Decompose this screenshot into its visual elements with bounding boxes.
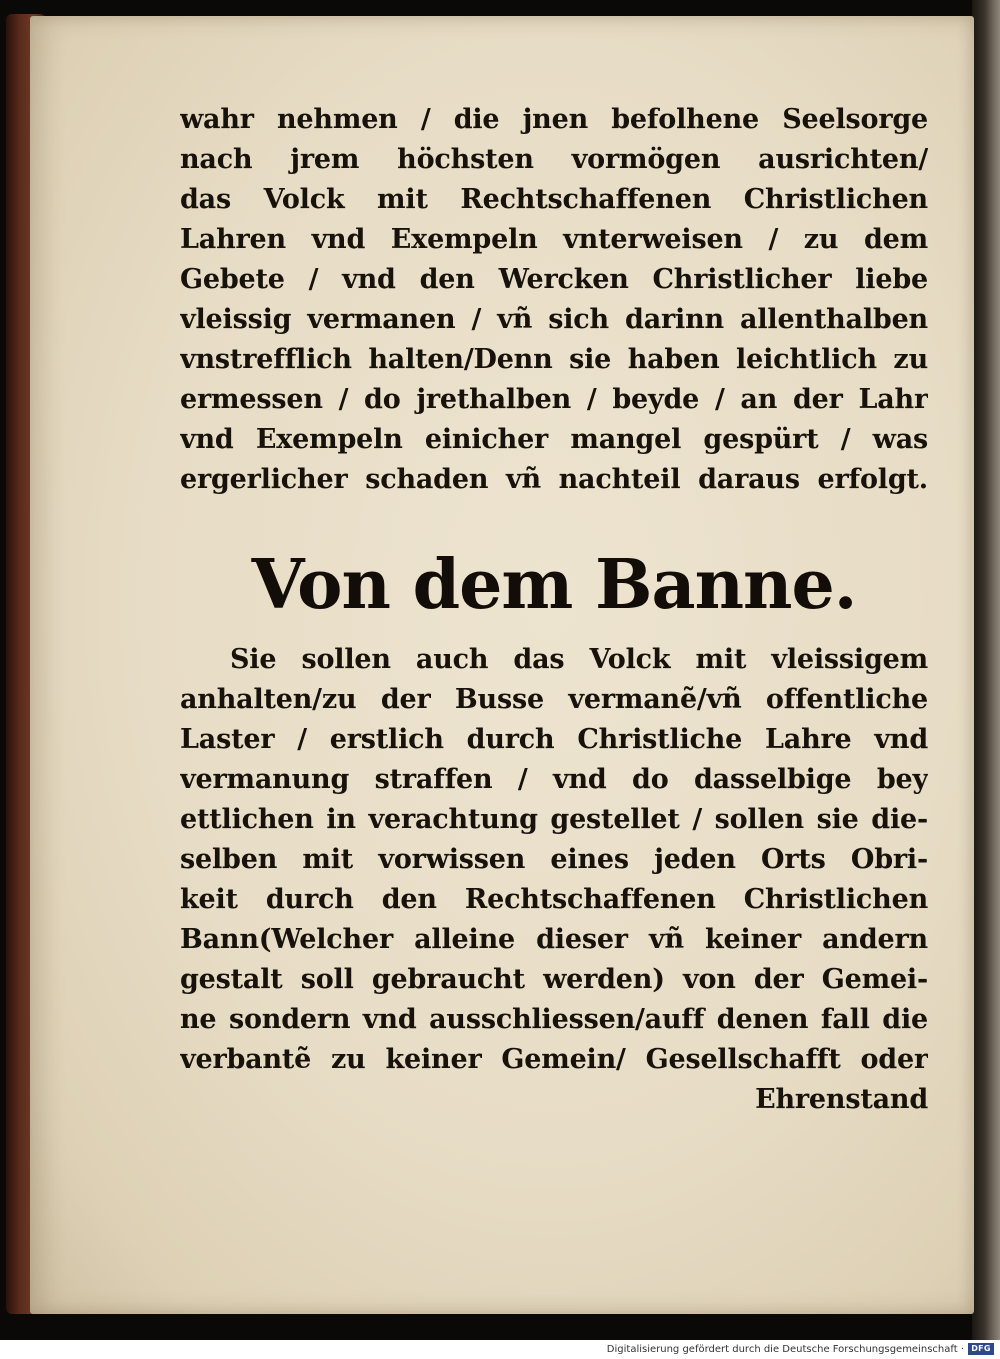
text-line: das Volck mit Rechtschaffenen Christlichen	[180, 184, 928, 215]
dfg-logo: DFG	[968, 1343, 994, 1355]
text-line: verbantẽ zu keiner Gemein/ Gesellschafft oder	[180, 1044, 928, 1075]
text-line: Laster / erstlich durch Christliche Lahre vnd	[180, 724, 928, 755]
text-line: ermessen / do jrethalben / beyde / an der Lahr	[180, 384, 928, 415]
text-line: ettlichen in verachtung gestellet / sollen sie die-	[180, 804, 928, 835]
text-line: vermanung straffen / vnd do dasselbige bey	[180, 764, 928, 795]
text-line: vnd Exempeln einicher mangel gespürt / was	[180, 424, 928, 455]
page-edge-shadow	[972, 0, 1000, 1340]
text-line: keit durch den Rechtschaffenen Christlichen	[180, 884, 928, 915]
text-line: Sie sollen auch das Volck mit vleissigem	[230, 644, 928, 675]
section-heading: Von dem Banne.	[251, 545, 857, 625]
text-line: ergerlicher schaden vñ nachteil daraus erfolgt.	[180, 464, 928, 495]
catchword: Ehrenstand	[755, 1084, 928, 1115]
text-line: Gebete / vnd den Wercken Christlicher liebe	[180, 264, 928, 295]
text-line: selben mit vorwissen eines jeden Orts Obri-	[180, 844, 928, 875]
funding-credit: Digitalisierung gefördert durch die Deutsche Forschungsgemeinschaft ·	[606, 1344, 964, 1355]
paragraph-2	[180, 640, 928, 1120]
text-line: vnstrefflich halten/Denn sie haben leichtlich zu	[180, 344, 928, 375]
text-line: nach jrem höchsten vormögen ausrichten/	[180, 144, 928, 175]
text-line: wahr nehmen / die jnen befolhene Seelsorge	[180, 104, 928, 135]
text-line: anhalten/zu der Busse vermanẽ/vñ offentliche	[180, 684, 928, 715]
text-line: ne sondern vnd ausschliessen/auff denen fall die	[180, 1004, 928, 1035]
footer-bar	[0, 1340, 1000, 1359]
text-line: vleissig vermanen / vñ sich darinn allenthalben	[180, 304, 928, 335]
paragraph-1	[180, 100, 928, 500]
text-line: Lahren vnd Exempeln vnterweisen / zu dem	[180, 224, 928, 255]
text-line: gestalt soll gebraucht werden) von der Gemei-	[180, 964, 928, 995]
text-line: Bann(Welcher alleine dieser vñ keiner andern	[180, 924, 928, 955]
